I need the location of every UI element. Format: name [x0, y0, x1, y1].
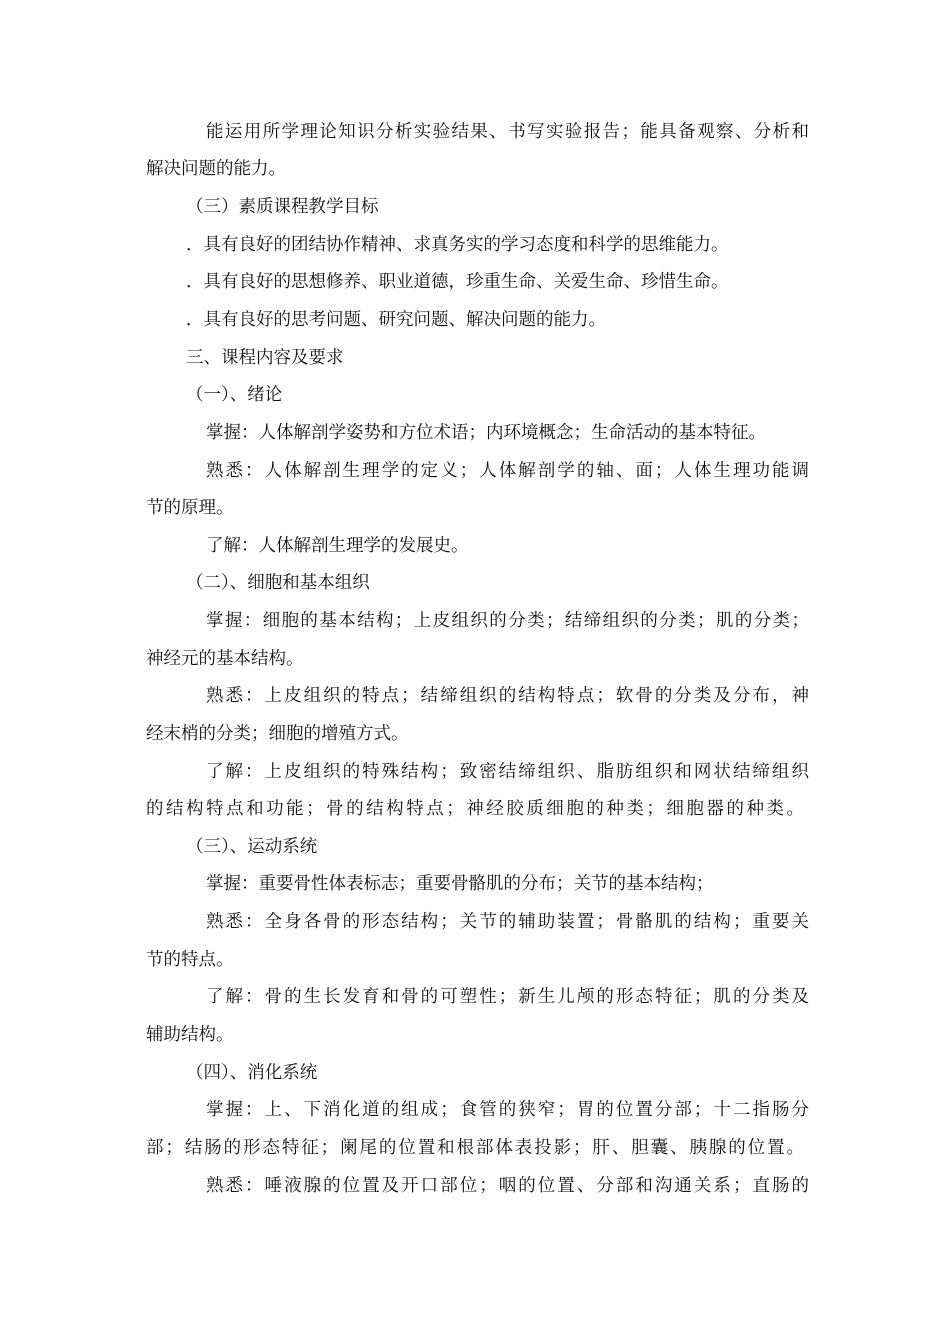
paragraph-line: 熟悉：全身各骨的形态结构；关节的辅助装置；骨骼肌的结构；重要关	[206, 912, 809, 932]
paragraph-line: 节的特点。	[146, 950, 234, 970]
section-heading: （四）、消化系统	[186, 1063, 318, 1083]
section-heading: （三）素质课程教学目标	[186, 197, 379, 217]
chapter-heading: 三、课程内容及要求	[186, 348, 344, 368]
paragraph-line: 熟悉：人体解剖生理学的定义；人体解剖学的轴、面；人体生理功能调	[206, 461, 809, 481]
paragraph-line: 神经元的基本结构。	[146, 649, 304, 669]
paragraph-line: 掌握：重要骨性体表标志；重要骨骼肌的分布；关节的基本结构；	[206, 874, 714, 894]
paragraph-line: 熟悉：唾液腺的位置及开口部位；咽的位置、分部和沟通关系；直肠的	[206, 1176, 809, 1196]
list-item: ．具有良好的团结协作精神、求真务实的学习态度和科学的思维能力。	[186, 235, 729, 255]
paragraph-line: 的结构特点和功能；骨的结构特点；神经胶质细胞的种类；细胞器的种类。	[146, 799, 804, 819]
paragraph-line: 熟悉：上皮组织的特点；结缔组织的结构特点；软骨的分类及分布，神	[206, 686, 809, 706]
paragraph-line: 部；结肠的形态特征；阑尾的位置和根部体表投影；肝、胆囊、胰腺的位置。	[146, 1138, 804, 1158]
section-heading: （三）、运动系统	[186, 837, 318, 857]
paragraph-line: 掌握：细胞的基本结构；上皮组织的分类；结缔组织的分类；肌的分类；	[206, 611, 809, 631]
paragraph-line: 了解：人体解剖生理学的发展史。	[206, 536, 469, 556]
list-item: ．具有良好的思考问题、研究问题、解决问题的能力。	[186, 310, 606, 330]
section-heading: （二）、细胞和基本组织	[186, 573, 370, 593]
paragraph-line: 掌握：上、下消化道的组成；食管的狭窄；胃的位置分部；十二指肠分	[206, 1100, 809, 1120]
paragraph-line: 了解：上皮组织的特殊结构；致密结缔组织、脂肪组织和网状结缔组织	[206, 762, 809, 782]
paragraph-line: 节的原理。	[146, 498, 234, 518]
section-heading: （一）、绪论	[186, 385, 283, 405]
paragraph-line: 经末梢的分类；细胞的增殖方式。	[146, 724, 409, 744]
paragraph-line: 了解：骨的生长发育和骨的可塑性；新生儿颅的形态特征；肌的分类及	[206, 987, 809, 1007]
list-item: ．具有良好的思想修养、职业道德，珍重生命、关爱生命、珍惜生命。	[186, 272, 729, 292]
paragraph-line: 解决问题的能力。	[146, 159, 286, 179]
paragraph-line: 辅助结构。	[146, 1025, 234, 1045]
paragraph-line: 能运用所学理论知识分析实验结果、书写实验报告；能具备观察、分析和	[206, 122, 809, 142]
paragraph-line: 掌握：人体解剖学姿势和方位术语；内环境概念；生命活动的基本特征。	[206, 423, 766, 443]
